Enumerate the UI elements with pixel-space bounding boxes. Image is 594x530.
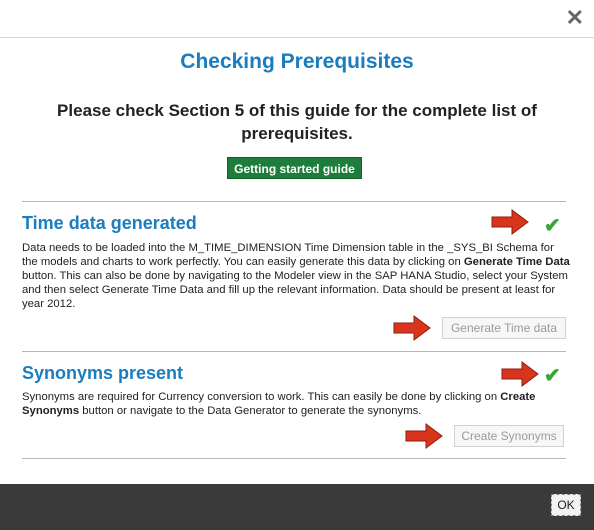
body-text: Synonyms are required for Currency conversion to work. This can easily be done by clicking on: [22, 391, 501, 403]
body-text: Data needs to be loaded into the M_TIME_DIMENSION Time Dimension table in the _SYS_BI Schema for the models and charts to work perfectly. You can easily generate this data by clicking on: [22, 242, 554, 268]
section-title-synonyms: Synonyms present: [22, 363, 184, 383]
section-body-synonyms: [22, 390, 570, 418]
section-body-time-data: [22, 241, 570, 311]
body-text: button. This can also be done by navigating to the Modeler view in the SAP HANA Studio, select your System and then select Generate Time Data and fill up the relevant information. Data should be present at least for year 2012.: [22, 270, 568, 310]
divider: [22, 201, 566, 202]
divider: [22, 458, 566, 459]
dialog-footer: [0, 484, 594, 530]
dialog-title: Checking Prerequisites: [180, 50, 414, 73]
red-arrow-icon: [392, 315, 432, 341]
check-icon: ✔: [544, 215, 561, 237]
red-arrow-icon: [500, 361, 540, 387]
create-synonyms-button[interactable]: Create Synonyms: [454, 425, 564, 447]
dialog-header: [0, 0, 594, 38]
check-icon: ✔: [544, 365, 561, 387]
getting-started-guide-button[interactable]: Getting started guide: [227, 157, 362, 179]
close-icon[interactable]: ✕: [565, 5, 584, 30]
body-text: button or navigate to the Data Generator to generate the synonyms.: [79, 405, 422, 417]
generate-time-data-button[interactable]: Generate Time data: [442, 317, 566, 339]
section-title-time-data: Time data generated: [22, 213, 197, 233]
dialog-subtitle: Please check Section 5 of this guide for the complete list of prerequisites.: [57, 101, 537, 143]
body-bold-text: Generate Time Data: [463, 256, 570, 268]
ok-button[interactable]: OK: [551, 494, 581, 516]
body-bold-text: Create Synonyms: [22, 391, 536, 417]
red-arrow-icon: [490, 209, 530, 235]
divider: [22, 351, 566, 352]
red-arrow-icon: [404, 423, 444, 449]
